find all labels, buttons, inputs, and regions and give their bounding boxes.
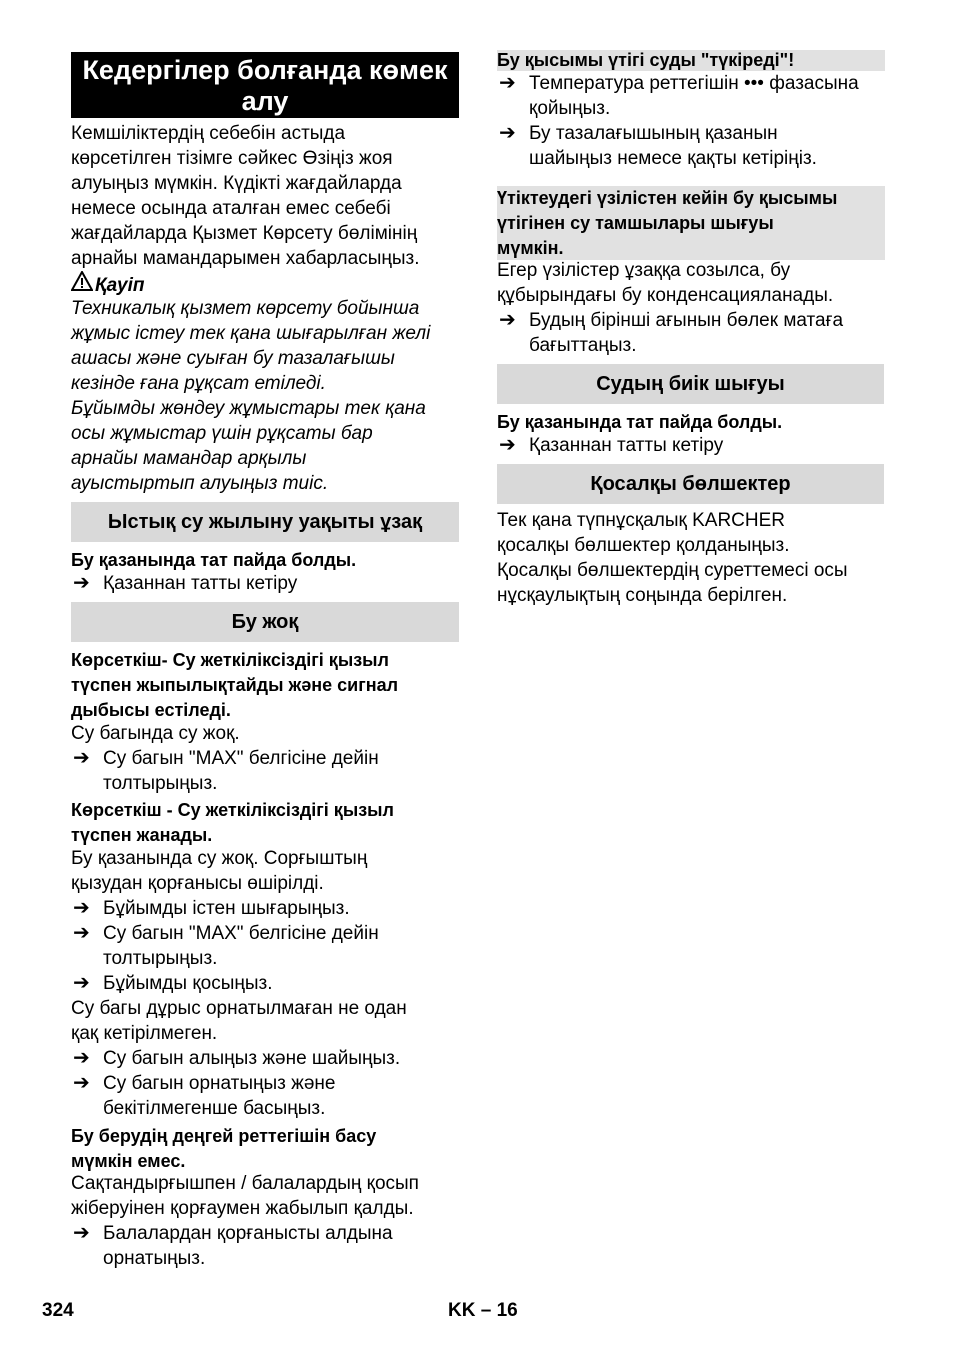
action-step: ➔ Температура реттегішін ••• фазасына қойыңыз. — [499, 72, 859, 119]
fault-heading: Бу қазанында тат пайда болды. — [71, 550, 357, 570]
action-step: ➔ Бұйымды қосыңыз. — [73, 972, 273, 994]
cause-text: Су багында су жоқ. — [71, 723, 240, 744]
arrow-right-icon: ➔ — [73, 572, 90, 594]
arrow-right-icon: ➔ — [73, 972, 90, 994]
arrow-right-icon: ➔ — [73, 1072, 90, 1094]
action-step: ➔ Су багын "MAX" белгісіне дейін толтырыңыз. — [73, 922, 379, 969]
page-code: KK – 16 — [448, 1300, 518, 1321]
warning-icon — [71, 271, 95, 298]
action-step: ➔ Будың бірінші ағынын бөлек матаға бағыттаңыз. — [499, 309, 844, 356]
cause-text: Сақтандырғышпен / балалардың қосып жіберуінен қорғаумен жабылып қалды. — [71, 1173, 419, 1219]
fault-heading: Бу қазанында тат пайда болды. — [497, 412, 783, 432]
fault-heading: Бу берудің деңгей реттегішін басу мүмкін емес. — [71, 1126, 377, 1171]
arrow-right-icon: ➔ — [499, 72, 516, 94]
section-heading-no-steam: Бу жоқ — [71, 602, 459, 642]
action-step: ➔ Балалардан қорғанысты алдына орнатыңыз. — [73, 1222, 393, 1269]
action-step: ➔ Қазаннан татты кетіру — [499, 434, 724, 456]
arrow-right-icon: ➔ — [499, 122, 516, 144]
action-step: ➔ Қазаннан татты кетіру — [73, 572, 298, 594]
spare-parts-text: Тек қана түпнұсқалық KARCHER қосалқы бөлшектер қолданыңыз. Қосалқы бөлшектердің суреттемесі осы нұсқаулықтың соңында берілген. — [497, 510, 848, 606]
cause-text: Су багы дұрыс орнатылмаған не одан қақ кетірілмеген. — [71, 998, 407, 1044]
fault-heading: Бу қысымы үтігі суды "түкіреді"! — [497, 50, 885, 71]
arrow-right-icon: ➔ — [73, 1222, 90, 1244]
fault-heading: Көрсеткіш- Су жеткіліксіздігі қызыл түспен жыпылықтайды және сигнал дыбысы естіледі. — [71, 650, 399, 720]
fault-heading: Көрсеткіш - Су жеткіліксіздігі қызыл түспен жанады. — [71, 800, 394, 845]
action-step: ➔ Бұйымды істен шығарыңыз. — [73, 897, 350, 919]
arrow-right-icon: ➔ — [73, 1047, 90, 1069]
intro-paragraph: Кемшіліктердің себебін астыда көрсетілген тізімге сәйкес Өзіңіз жоя алуыңыз мүмкін. Күдікті жағдайларда немесе осында аталған емес себебі жағдайларда Қызмет Көрсету бөлімінің арнайы мамандарымен хабарласыңыз. — [71, 123, 420, 269]
arrow-right-icon: ➔ — [73, 897, 90, 919]
action-step: ➔ Су багын алыңыз және шайыңыз. — [73, 1047, 401, 1069]
section-heading-hot-water: Ыстық су жылыну уақыты ұзақ — [71, 502, 459, 542]
arrow-right-icon: ➔ — [73, 922, 90, 944]
page-number: 324 — [42, 1300, 74, 1321]
cause-text: Бу қазанында су жоқ. Сорғыштың қызудан қорғанысы өшірілді. — [71, 848, 368, 894]
fault-heading: Үтіктеудегі үзілістен кейін бу қысымы үтігінен су тамшылары шығуы мүмкін. — [497, 186, 885, 260]
section-heading-spare-parts: Қосалқы бөлшектер — [497, 464, 884, 504]
arrow-right-icon: ➔ — [499, 309, 516, 331]
page-title: Кедергілер болғанда көмек алу — [71, 52, 459, 118]
arrow-right-icon: ➔ — [499, 434, 516, 456]
action-step: ➔ Су багын "MAX" белгісіне дейін толтырыңыз. — [73, 747, 379, 794]
arrow-right-icon: ➔ — [73, 747, 90, 769]
danger-text: Техникалық қызмет көрсету бойынша жұмыс істеу тек қана шығарылған желі ашасы және суыған бу тазалағышы кезінде ғана рұқсат етіледі. Бұйымды жөндеу жұмыстары тек қана осы жұмыстар үшін рұқсаты бар арнайы мамандар арқылы ауыстыртып алуыңыз тиіс. — [71, 298, 431, 494]
danger-heading: Қауіп — [71, 271, 459, 298]
cause-text: Егер үзілістер ұзаққа созылса, бу құбырындағы бу конденсацияланады. — [497, 260, 834, 306]
section-heading-high-water: Судың биік шығуы — [497, 364, 884, 404]
action-step: ➔ Бу тазалағышының қазанын шайыңыз немесе қақты кетіріңіз. — [499, 122, 817, 169]
action-step: ➔ Су багын орнатыңыз және бекітілмегенше басыңыз. — [73, 1072, 336, 1119]
